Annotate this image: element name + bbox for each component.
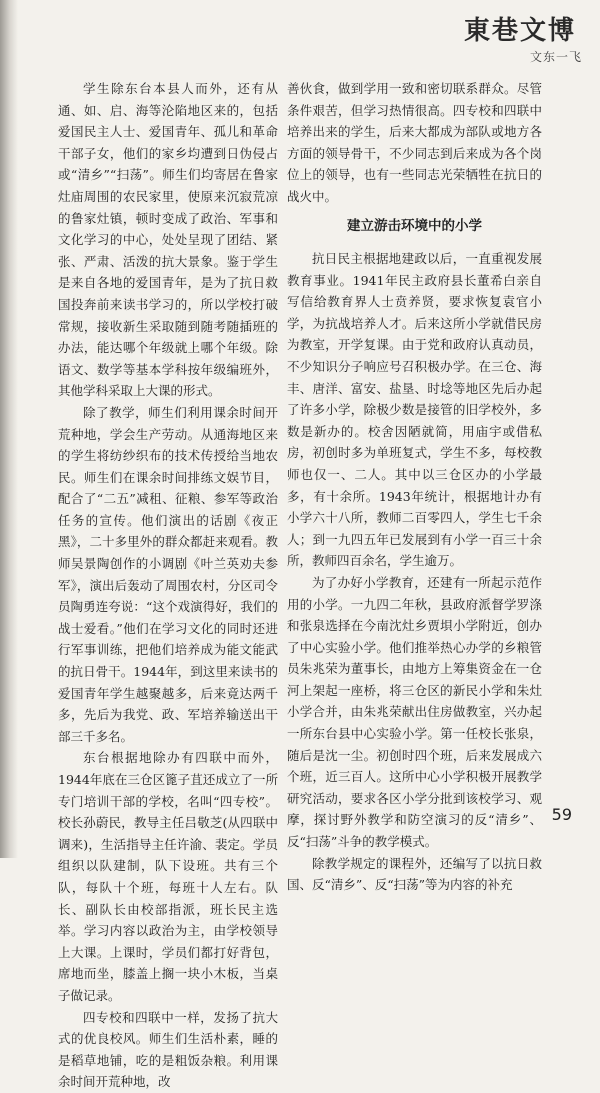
left-column — [58, 78, 278, 1093]
header-logo — [442, 8, 582, 68]
section-title: 建立游击环境中的小学 — [347, 218, 482, 234]
right-column-lower — [287, 248, 542, 896]
page-binding-shadow — [0, 0, 18, 858]
page-number: 59 — [551, 805, 572, 824]
paragraph: 学生除东台本县人而外，还有从通、如、启、海等沦陷地区来的，包括爱国民主人士、爱国青年、孤儿和革命干部子女，他们的家乡均遭到日伪侵占或“清乡”“扫荡”。师生们均寄居在鲁家灶庙周围的农民家里，使原来沉寂荒凉的鲁家灶镇，顿时变成了政治、军事和文化学习的中心，处处呈现了团结、紧张、严肃、活泼的抗大景象。鉴于学生是来自各地的爱国青年，是为了抗日救国投奔前来读书学习的，所以学校打破常规，接收新生采取随到随考随插班的办法，能达哪个年级就上哪个年级。除语文、数学等基本学科按年级编班外，其他学科采取上大课的形式。 — [58, 81, 278, 399]
signature: 文东一飞 — [529, 50, 582, 64]
paragraph: 善伙食，做到学用一致和密切联系群众。尽管条件艰苦，但学习热情很高。四专校和四联中培养出来的学生，后来大都成为部队或地方各方面的领导骨干，不少同志到后来成为各个岗位上的领导，也有一些同志光荣牺牲在抗日的战火中。 — [287, 81, 542, 204]
right-column-top — [287, 78, 542, 208]
paragraph: 除了教学，师生们利用课余时间开荒种地，学会生产劳动。从通海地区来的学生将纺纱织布的技术传授给当地农民。师生们在课余时间排练文娱节目，配合了“二五”减租、征粮、参军等政治任务的宣传。他们演出的话剧《夜正黑》，二十多里外的群众都赶来观看。教师吴景陶创作的小调剧《叶兰英劝夫参军》，演出后轰动了周围农村，分区司令员陶勇连夸说：“这个戏演得好，我们的战士爱看。”他们在学习文化的同时还进行军事训练，把他们培养成为能文能武的抗日骨干。1944年，到这里来读书的爱国青年学生越聚越多，后来竟达两千多，先后为我党、政、军培养输送出干部三千多名。 — [58, 404, 278, 744]
brand-calligraphy: 東巷文博 — [463, 16, 576, 46]
paragraph: 为了办好小学教育，还建有一所起示范作用的小学。一九四二年秋，县政府派督学罗涤和张泉选择在今南沈灶乡贾垻小学附近，创办了中心实验小学。他们推举热心办学的乡粮管员朱兆荣为董事长，由地方上筹集资金在一仓河上架起一座桥，将三仓区的新民小学和朱灶小学合并，由朱兆荣献出住房做教室，兴办起一所东台县中心实验小学。第一任校长张泉，随后是沈一尘。初创时四个班，后来发展成六个班，近三百人。这所中心小学积极开展教学研究活动，要求各区小学分批到该校学习、观摩，探讨野外教学和防空演习的反“清乡”、反“扫荡”斗争的教学模式。 — [287, 574, 542, 850]
paragraph: 四专校和四联中一样，发扬了抗大式的优良校风。师生们生活朴素，睡的是稻草地铺，吃的是粗饭杂粮。利用课余时间开荒种地，改 — [58, 1009, 278, 1090]
paragraph: 除教学规定的课程外，还编写了以抗日救国、反“清乡”、反“扫荡”等为内容的补充 — [287, 855, 542, 893]
paragraph: 抗日民主根据地建政以后，一直重视发展教育事业。1941年民主政府县长董希白亲自写信给教育界人士贲养贤，要求恢复袁官小学，为抗战培养人才。后来这所小学就借民房为教室，开学复课。由于党和政府认真动员，不少知识分子响应号召积极办学。在三仓、海丰、唐洋、富安、盐垦、时埝等地区先后办起了许多小学，除极少数是接管的旧学校外，多数是新办的。校舍因陋就简，用庙宇或借私房，初创时多为单班复式，学生不多，每校教师也仅一、二人。其中以三仓区办的小学最多，有十余所。1943年统计，根据地计办有小学六十八所，教师二百零四人，学生七千余人；到一九四五年已发展到有小学一百三十余所，教师四百余名，学生逾万。 — [287, 251, 542, 569]
paragraph: 东台根据地除办有四联中而外，1944年底在三仓区篦子苴还成立了一所专门培训干部的学校，名叫“四专校”。校长孙蔚民，教导主任吕敬芝(从四联中调来)，生活指导主任许渝、裴定。学员组织以队建制，队下设班。共有三个队，每队十个班，每班十人左右。队长、副队长由校部指派，班长民主选举。学习内容以政治为主，由学校领导上大课。上课时，学员们都打好背包，席地而坐，膝盖上搁一块小木板，当桌子做记录。 — [58, 750, 278, 1003]
